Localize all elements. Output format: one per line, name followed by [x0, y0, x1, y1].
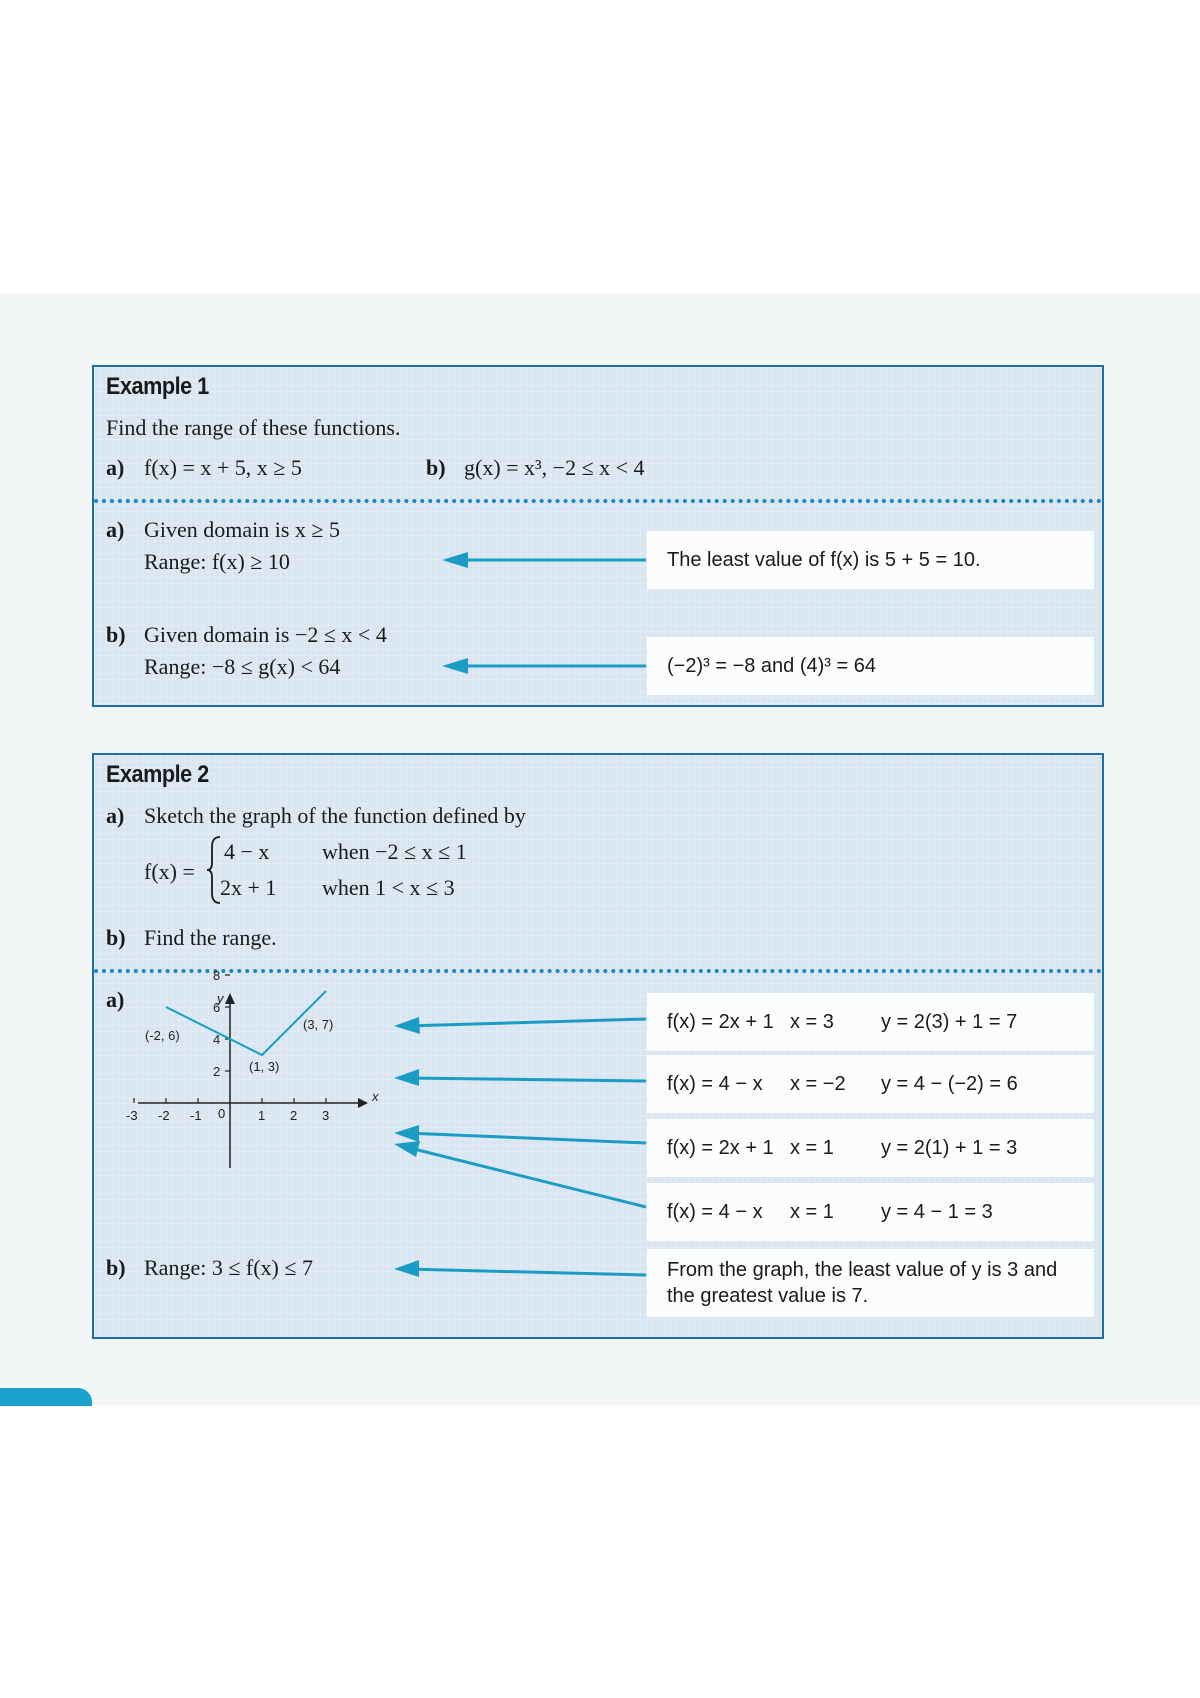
example-2-part-a-prompt: Sketch the graph of the function defined by	[144, 803, 526, 828]
note-2-yval: y = 4 − (−2) = 6	[881, 1072, 1018, 1095]
arrow-head	[394, 1260, 419, 1277]
origin-label: 0	[218, 1106, 226, 1121]
x-tick-label: -1	[190, 1108, 202, 1123]
y-tick-label: 4	[213, 1032, 221, 1047]
piece1-condition: when −2 ≤ x ≤ 1	[322, 839, 467, 864]
note-4-fx: f(x) = 4 − x	[667, 1200, 763, 1223]
point-label-minus2-6: (-2, 6)	[145, 1028, 180, 1043]
example-1-solution-a-range: Range: f(x) ≥ 10	[144, 549, 290, 574]
x-tick-label: 3	[322, 1108, 330, 1123]
y-tick-label: 8	[213, 968, 221, 983]
arrow-line	[406, 1133, 646, 1143]
example-1-part-b-function: g(x) = x³, −2 ≤ x < 4	[464, 455, 645, 480]
example-1-part-b-label: b)	[426, 455, 446, 480]
example-1-title: Example 1	[106, 373, 209, 400]
example-2-solution-b-range: Range: 3 ≤ f(x) ≤ 7	[144, 1255, 313, 1280]
example-1-solution-b-label: b)	[106, 622, 126, 647]
note-4-xval: x = 1	[790, 1200, 834, 1223]
piecewise-fx-label: f(x) =	[144, 859, 195, 884]
x-axis-label: x	[372, 1089, 379, 1104]
example-2-part-b-prompt: Find the range.	[144, 925, 277, 950]
example-1-prompt: Find the range of these functions.	[106, 415, 401, 440]
x-tick-label: 2	[290, 1108, 298, 1123]
note-3-fx: f(x) = 2x + 1	[667, 1136, 774, 1159]
x-tick-label: 1	[258, 1108, 266, 1123]
arrow-head	[394, 1017, 420, 1034]
example-1-part-a-label: a)	[106, 455, 125, 480]
note-3-yval: y = 2(1) + 1 = 3	[881, 1136, 1018, 1159]
example-1-note-b-text: (−2)³ = −8 and (4)³ = 64	[667, 654, 877, 677]
note-2-xval: x = −2	[790, 1072, 846, 1095]
example-1-part-a-function: f(x) = x + 5, x ≥ 5	[144, 455, 302, 480]
arrow-line	[406, 1147, 646, 1207]
example-1-solution-a-label: a)	[106, 517, 125, 542]
example-2-solution-a-label: a)	[106, 987, 125, 1012]
x-tick-label: -2	[158, 1108, 170, 1123]
arrow-line	[406, 1078, 646, 1081]
note-1-fx: f(x) = 2x + 1	[667, 1010, 774, 1033]
y-tick-label: 6	[213, 1000, 221, 1015]
point-label-3-7: (3, 7)	[303, 1017, 334, 1032]
piece2-condition: when 1 < x ≤ 3	[322, 875, 455, 900]
note-1-xval: x = 3	[790, 1010, 834, 1033]
arrow-line	[406, 1019, 646, 1026]
note-1-yval: y = 2(3) + 1 = 7	[881, 1010, 1018, 1033]
arrow-line	[406, 1269, 646, 1275]
point-label-1-3: (1, 3)	[249, 1059, 280, 1074]
piece2-expression: 2x + 1	[220, 875, 277, 900]
example-2-part-a-label: a)	[106, 803, 125, 828]
note-4-yval: y = 4 − 1 = 3	[881, 1200, 993, 1223]
example-2-box	[92, 753, 1104, 1339]
corner-tab	[0, 1388, 92, 1406]
piece1-expression: 4 − x	[224, 839, 270, 864]
note-2-fx: f(x) = 4 − x	[667, 1072, 763, 1095]
x-tick-label: -3	[126, 1108, 138, 1123]
arrow-head	[394, 1069, 419, 1086]
arrow-head	[394, 1141, 420, 1157]
example-2-part-b-label: b)	[106, 925, 126, 950]
example-1-solution-b-range: Range: −8 ≤ g(x) < 64	[144, 654, 341, 679]
example-1-note-a-text: The least value of f(x) is 5 + 5 = 10.	[667, 548, 981, 571]
example-1-arrows	[94, 367, 1106, 709]
note-3-xval: x = 1	[790, 1136, 834, 1159]
arrow-head	[394, 1125, 419, 1142]
example-1-solution-a-domain: Given domain is x ≥ 5	[144, 517, 341, 542]
example-2-title: Example 2	[106, 761, 209, 788]
example-2-solution-b-label: b)	[106, 1255, 126, 1280]
example-1-solution-b-domain: Given domain is −2 ≤ x < 4	[144, 622, 387, 647]
y-tick-label: 2	[213, 1064, 221, 1079]
example-1-box	[92, 365, 1104, 707]
example-2-note-5-text: From the graph, the least value of y is 3 and the greatest value is 7.	[667, 1259, 1058, 1307]
example-2-arrows	[94, 755, 1106, 1341]
arrow-head	[442, 552, 468, 568]
y-axis-label: y	[217, 991, 224, 1006]
arrow-head	[442, 658, 468, 674]
